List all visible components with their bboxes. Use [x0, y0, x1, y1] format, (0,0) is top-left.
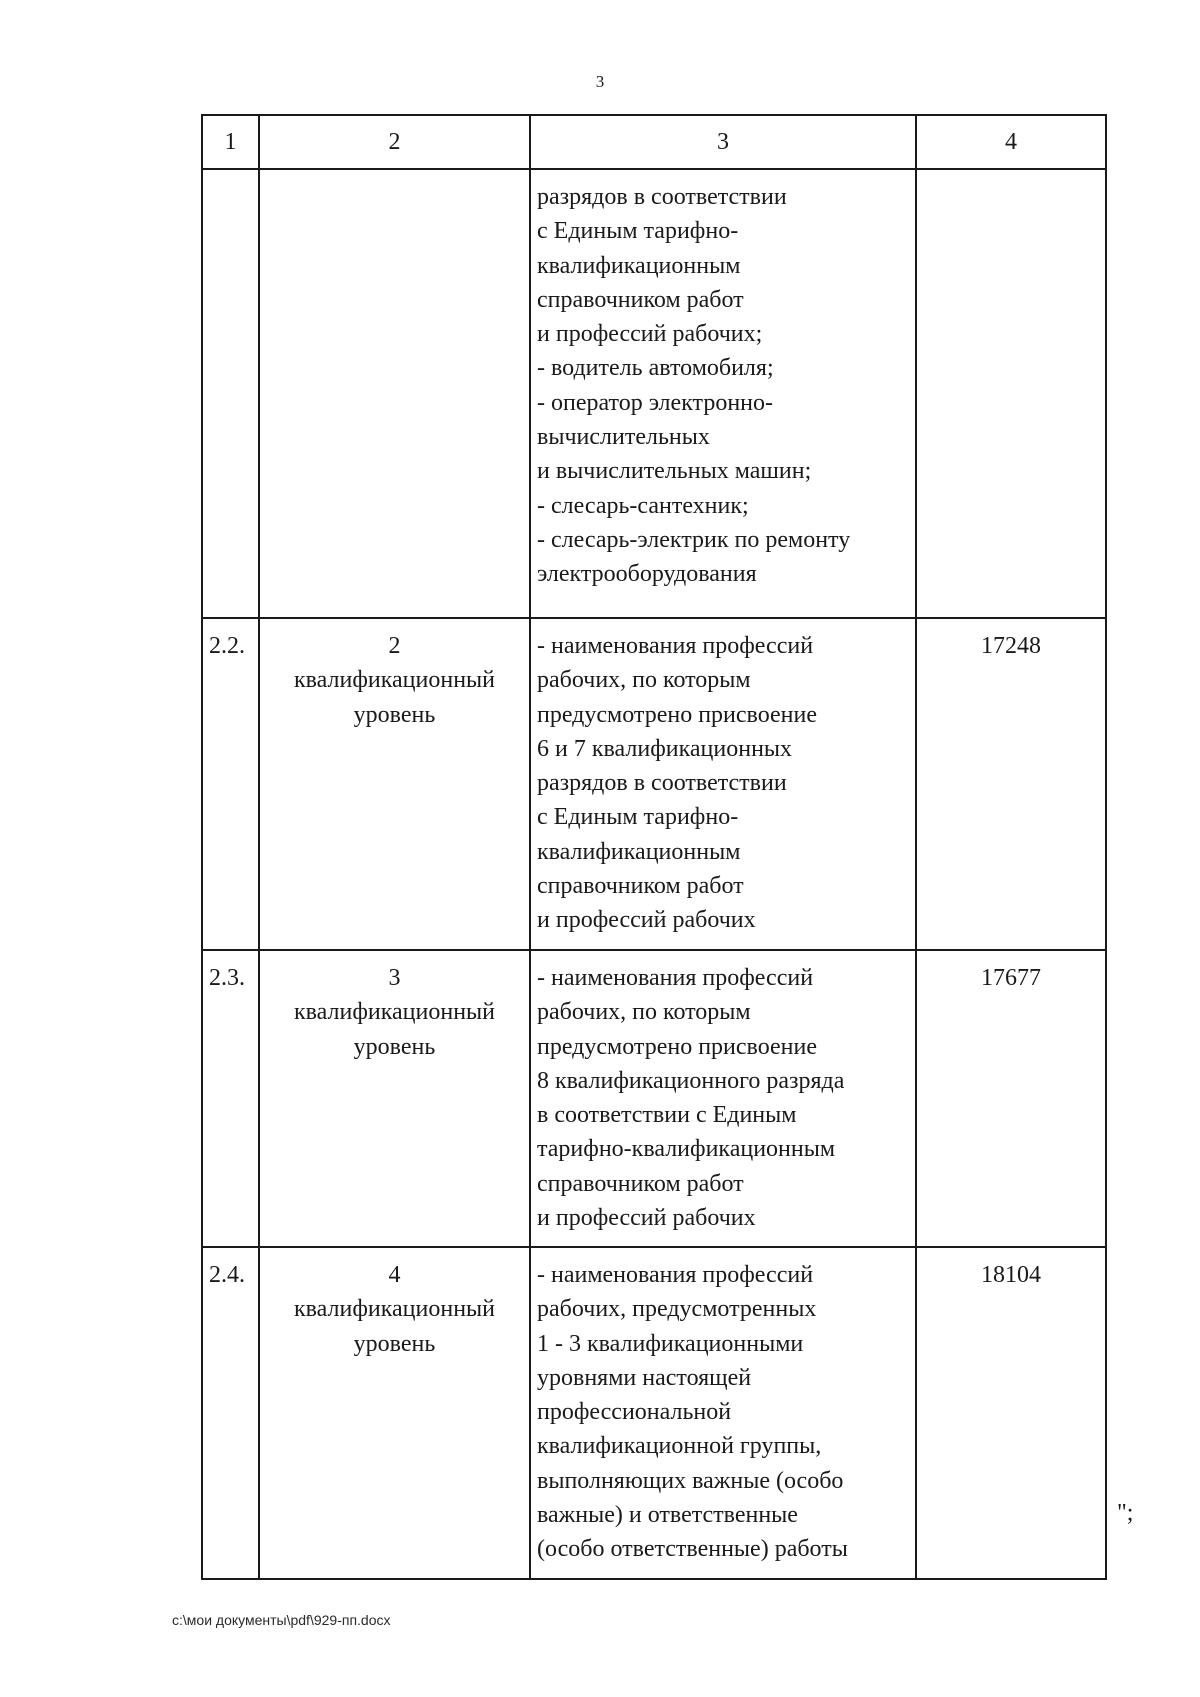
table-row [202, 950, 1106, 1247]
level-unit: уровень [353, 1033, 436, 1060]
header-cell-4: 4 [916, 115, 1106, 169]
description-cell: - наименования профессий рабочих, предусмотренных 1 - 3 квалификационными уровнями настоящей профессиональной квалификационной группы, выполняющих важные (особо важные) и ответственные (особо ответственные) работы [530, 1247, 916, 1579]
closing-quote-mark: "; [1117, 1500, 1134, 1526]
level-cell [259, 950, 530, 1247]
page-number: 3 [595, 72, 605, 91]
header-cell-3: 3 [530, 115, 916, 169]
level-cell [259, 618, 530, 950]
level-cell [259, 1247, 530, 1579]
description-cell: разрядов в соответствии с Единым тарифно- квалификационным справочником работ и профессий рабочих; - водитель автомобиля; - оператор электронно- вычислительных и вычислительных машин; - слесарь-сантехник; - слесарь-электрик по ремонту электрооборудования [530, 169, 916, 618]
table-row-continued [202, 169, 1106, 618]
level-number: 3 [388, 965, 401, 991]
row-number-cell: 2.4. [202, 1247, 259, 1579]
level-word: квалификационный [293, 1296, 496, 1323]
level-number: 4 [388, 1262, 401, 1288]
value-cell: 18104 [916, 1247, 1106, 1579]
level-word: квалификационный [293, 667, 496, 694]
level-unit: уровень [353, 1330, 436, 1357]
qualification-table [201, 114, 1107, 1580]
description-cell: - наименования профессий рабочих, по которым предусмотрено присвоение 8 квалификационного разряда в соответствии с Единым тарифно-квалификационным справочником работ и профессий рабочих [530, 950, 916, 1247]
table-row [202, 618, 1106, 950]
table-header-row [202, 115, 1106, 169]
value-cell: 17248 [916, 618, 1106, 950]
footer-file-path: c:\мои документы\pdf\929-пп.docx [172, 1612, 391, 1628]
row-number-cell [202, 169, 259, 618]
header-cell-1: 1 [202, 115, 259, 169]
level-number: 2 [388, 633, 401, 659]
value-cell: 17677 [916, 950, 1106, 1247]
table-row [202, 1247, 1106, 1579]
description-cell: - наименования профессий рабочих, по которым предусмотрено присвоение 6 и 7 квалификационных разрядов в соответствии с Единым тарифно- квалификационным справочником работ и профессий рабочих [530, 618, 916, 950]
row-number-cell: 2.3. [202, 950, 259, 1247]
level-word: квалификационный [293, 999, 496, 1026]
header-cell-2: 2 [259, 115, 530, 169]
value-cell [916, 169, 1106, 618]
level-cell [259, 169, 530, 618]
row-number-cell: 2.2. [202, 618, 259, 950]
level-unit: уровень [353, 701, 436, 728]
